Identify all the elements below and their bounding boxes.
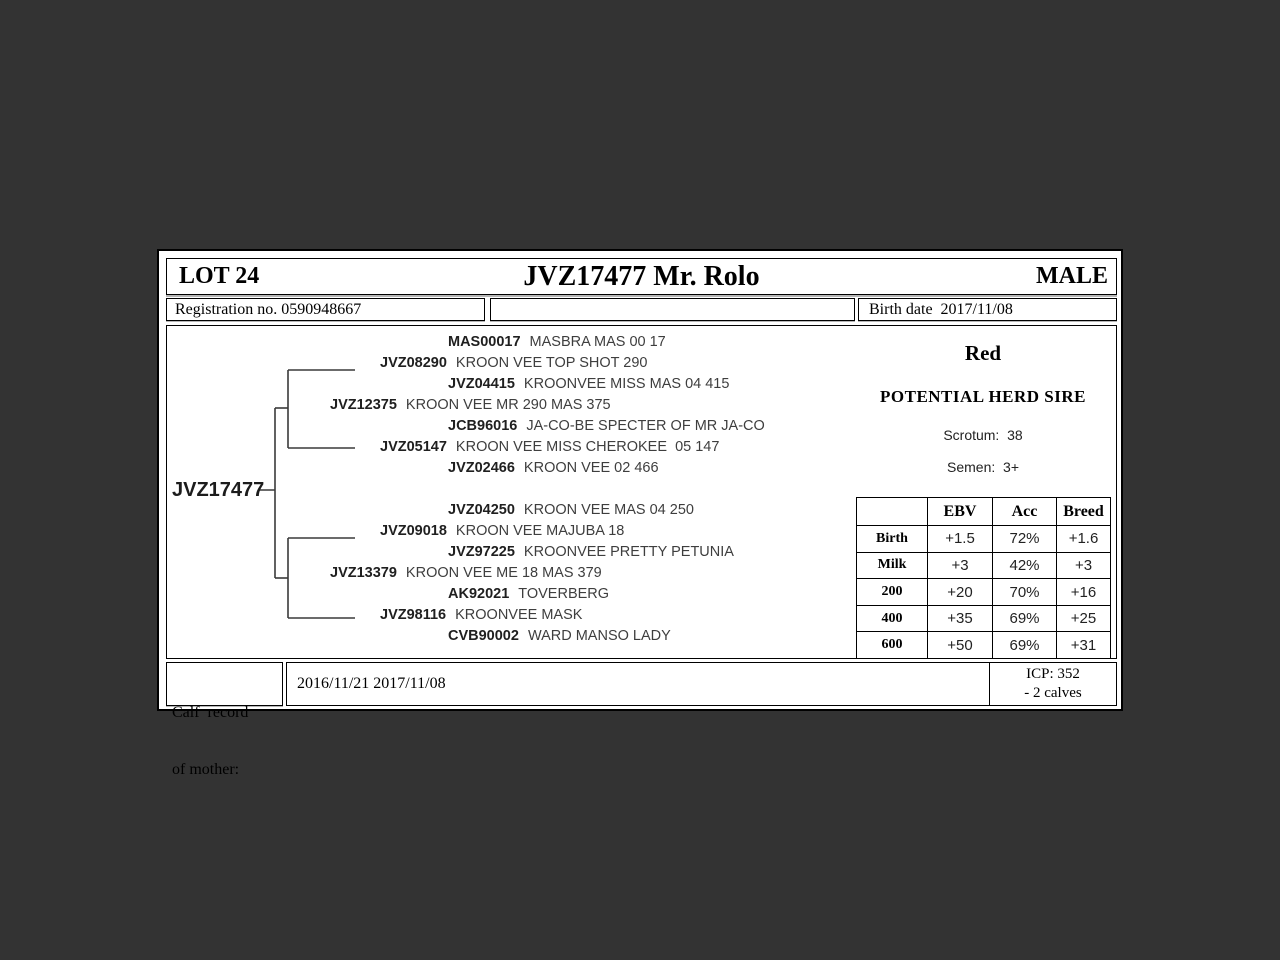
ebv-value: +1.5 (928, 526, 993, 553)
ebv-row (857, 605, 1111, 632)
ancestor-name: KROON VEE MAS 04 250 (523, 502, 694, 518)
pedigree-entry (448, 374, 729, 394)
pedigree-entry (448, 416, 765, 436)
ebv-value: +31 (1057, 632, 1111, 659)
ebv-value: +35 (928, 605, 993, 632)
ebv-row (857, 526, 1111, 553)
pedigree-entry (448, 500, 694, 520)
ebv-value: +3 (928, 552, 993, 579)
ancestor-id: MAS00017 (448, 334, 521, 350)
ebv-header-cell (857, 498, 928, 526)
ancestor-name: MASBRA MAS 00 17 (529, 334, 666, 350)
ancestor-name: KROON VEE MAJUBA 18 (455, 523, 625, 539)
registration-number: Registration no. 0590948667 (175, 300, 362, 318)
pedigree-entry (448, 542, 734, 562)
ebv-value: 70% (993, 579, 1057, 606)
calf-dates: 2016/11/21 2017/11/08 (297, 675, 446, 692)
ebv-table-body (857, 498, 1111, 659)
calf-record-label-cell (166, 662, 283, 778)
pedigree-entry (448, 584, 609, 604)
ebv-row-label: 400 (857, 605, 928, 632)
ebv-value: 69% (993, 632, 1057, 659)
pedigree-panel (166, 325, 1117, 659)
ancestor-id: CVB90002 (448, 628, 519, 644)
ebv-row-label: Milk (857, 552, 928, 579)
ancestor-name: KROONVEE MISS MAS 04 415 (523, 376, 730, 392)
pedigree-entry (380, 605, 582, 625)
birth-date: Birth date 2017/11/08 (869, 300, 1013, 318)
calf-record-label-line1: Calf record (172, 704, 249, 721)
subject-animal-id: JVZ17477 (172, 479, 265, 501)
coat-color: Red (964, 341, 1002, 365)
scrotum-measure: Scrotum: 38 (943, 427, 1023, 443)
ebv-row (857, 552, 1111, 579)
birth-date-cell (858, 298, 1117, 321)
pedigree-entry (448, 626, 671, 646)
ebv-value: +50 (928, 632, 993, 659)
registration-empty-cell (490, 298, 855, 321)
ancestor-id: JVZ02466 (448, 460, 515, 476)
ebv-value: +1.6 (1057, 526, 1111, 553)
lot-card (157, 249, 1123, 778)
lot-number: LOT 24 (179, 263, 260, 289)
ancestor-id: JVZ04415 (448, 376, 515, 392)
calf-dates-cell (286, 662, 990, 706)
pedigree-entry (448, 332, 666, 352)
pedigree-entry (330, 563, 602, 583)
calf-record-label-line2: of mother: (172, 761, 240, 778)
ebv-row (857, 579, 1111, 606)
ebv-header-row (857, 498, 1111, 526)
ebv-row-label: 200 (857, 579, 928, 606)
ancestor-name: KROONVEE PRETTY PETUNIA (523, 544, 734, 560)
calves-count: - 2 calves (1024, 685, 1082, 701)
ebv-header-cell: EBV (928, 498, 993, 526)
card-header (166, 258, 1117, 295)
ancestor-id: JVZ08290 (380, 355, 447, 371)
ebv-value: +20 (928, 579, 993, 606)
semen-measure: Semen: 3+ (947, 459, 1019, 475)
ancestor-name: WARD MANSO LADY (527, 628, 671, 644)
sex-label: MALE (1036, 263, 1108, 289)
ancestor-id: JVZ98116 (380, 607, 447, 623)
ancestor-id: JVZ97225 (448, 544, 515, 560)
ebv-table (856, 497, 1111, 659)
ancestor-name: TOVERBERG (518, 586, 610, 602)
pedigree-entry (448, 458, 659, 478)
ebv-value: 72% (993, 526, 1057, 553)
icp-value: ICP: 352 (1026, 666, 1080, 682)
ancestor-name: KROON VEE MR 290 MAS 375 (405, 397, 611, 413)
pedigree-entry (380, 353, 647, 373)
ebv-value: 42% (993, 552, 1057, 579)
icp-cell (989, 662, 1117, 706)
pedigree-entry (380, 521, 624, 541)
registration-number-cell (166, 298, 485, 321)
ancestor-id: JVZ04250 (448, 502, 515, 518)
ancestor-id: JCB96016 (448, 418, 518, 434)
ancestor-id: JVZ13379 (330, 565, 397, 581)
ebv-row-label: 600 (857, 632, 928, 659)
ancestor-name: JA-CO-BE SPECTER OF MR JA-CO (526, 418, 765, 434)
ebv-value: +25 (1057, 605, 1111, 632)
pedigree-entry (380, 437, 719, 457)
ancestor-name: KROON VEE 02 466 (523, 460, 659, 476)
ebv-row (857, 632, 1111, 659)
ancestor-id: JVZ09018 (380, 523, 447, 539)
ebv-row-label: Birth (857, 526, 928, 553)
animal-title: JVZ17477 Mr. Rolo (523, 260, 760, 292)
ebv-header-cell: Breed (1057, 498, 1111, 526)
pedigree-entry (330, 395, 611, 415)
ancestor-id: JVZ05147 (380, 439, 447, 455)
ancestor-id: AK92021 (448, 586, 510, 602)
ebv-value: +3 (1057, 552, 1111, 579)
ancestor-name: KROON VEE TOP SHOT 290 (455, 355, 648, 371)
ebv-value: 69% (993, 605, 1057, 632)
herd-sire-status: POTENTIAL HERD SIRE (880, 387, 1086, 406)
ancestor-name: KROON VEE ME 18 MAS 379 (405, 565, 602, 581)
ebv-value: +16 (1057, 579, 1111, 606)
ebv-header-cell: Acc (993, 498, 1057, 526)
ancestor-name: KROONVEE MASK (455, 607, 583, 623)
ancestor-name: KROON VEE MISS CHEROKEE 05 147 (455, 439, 720, 455)
ancestor-id: JVZ12375 (330, 397, 397, 413)
